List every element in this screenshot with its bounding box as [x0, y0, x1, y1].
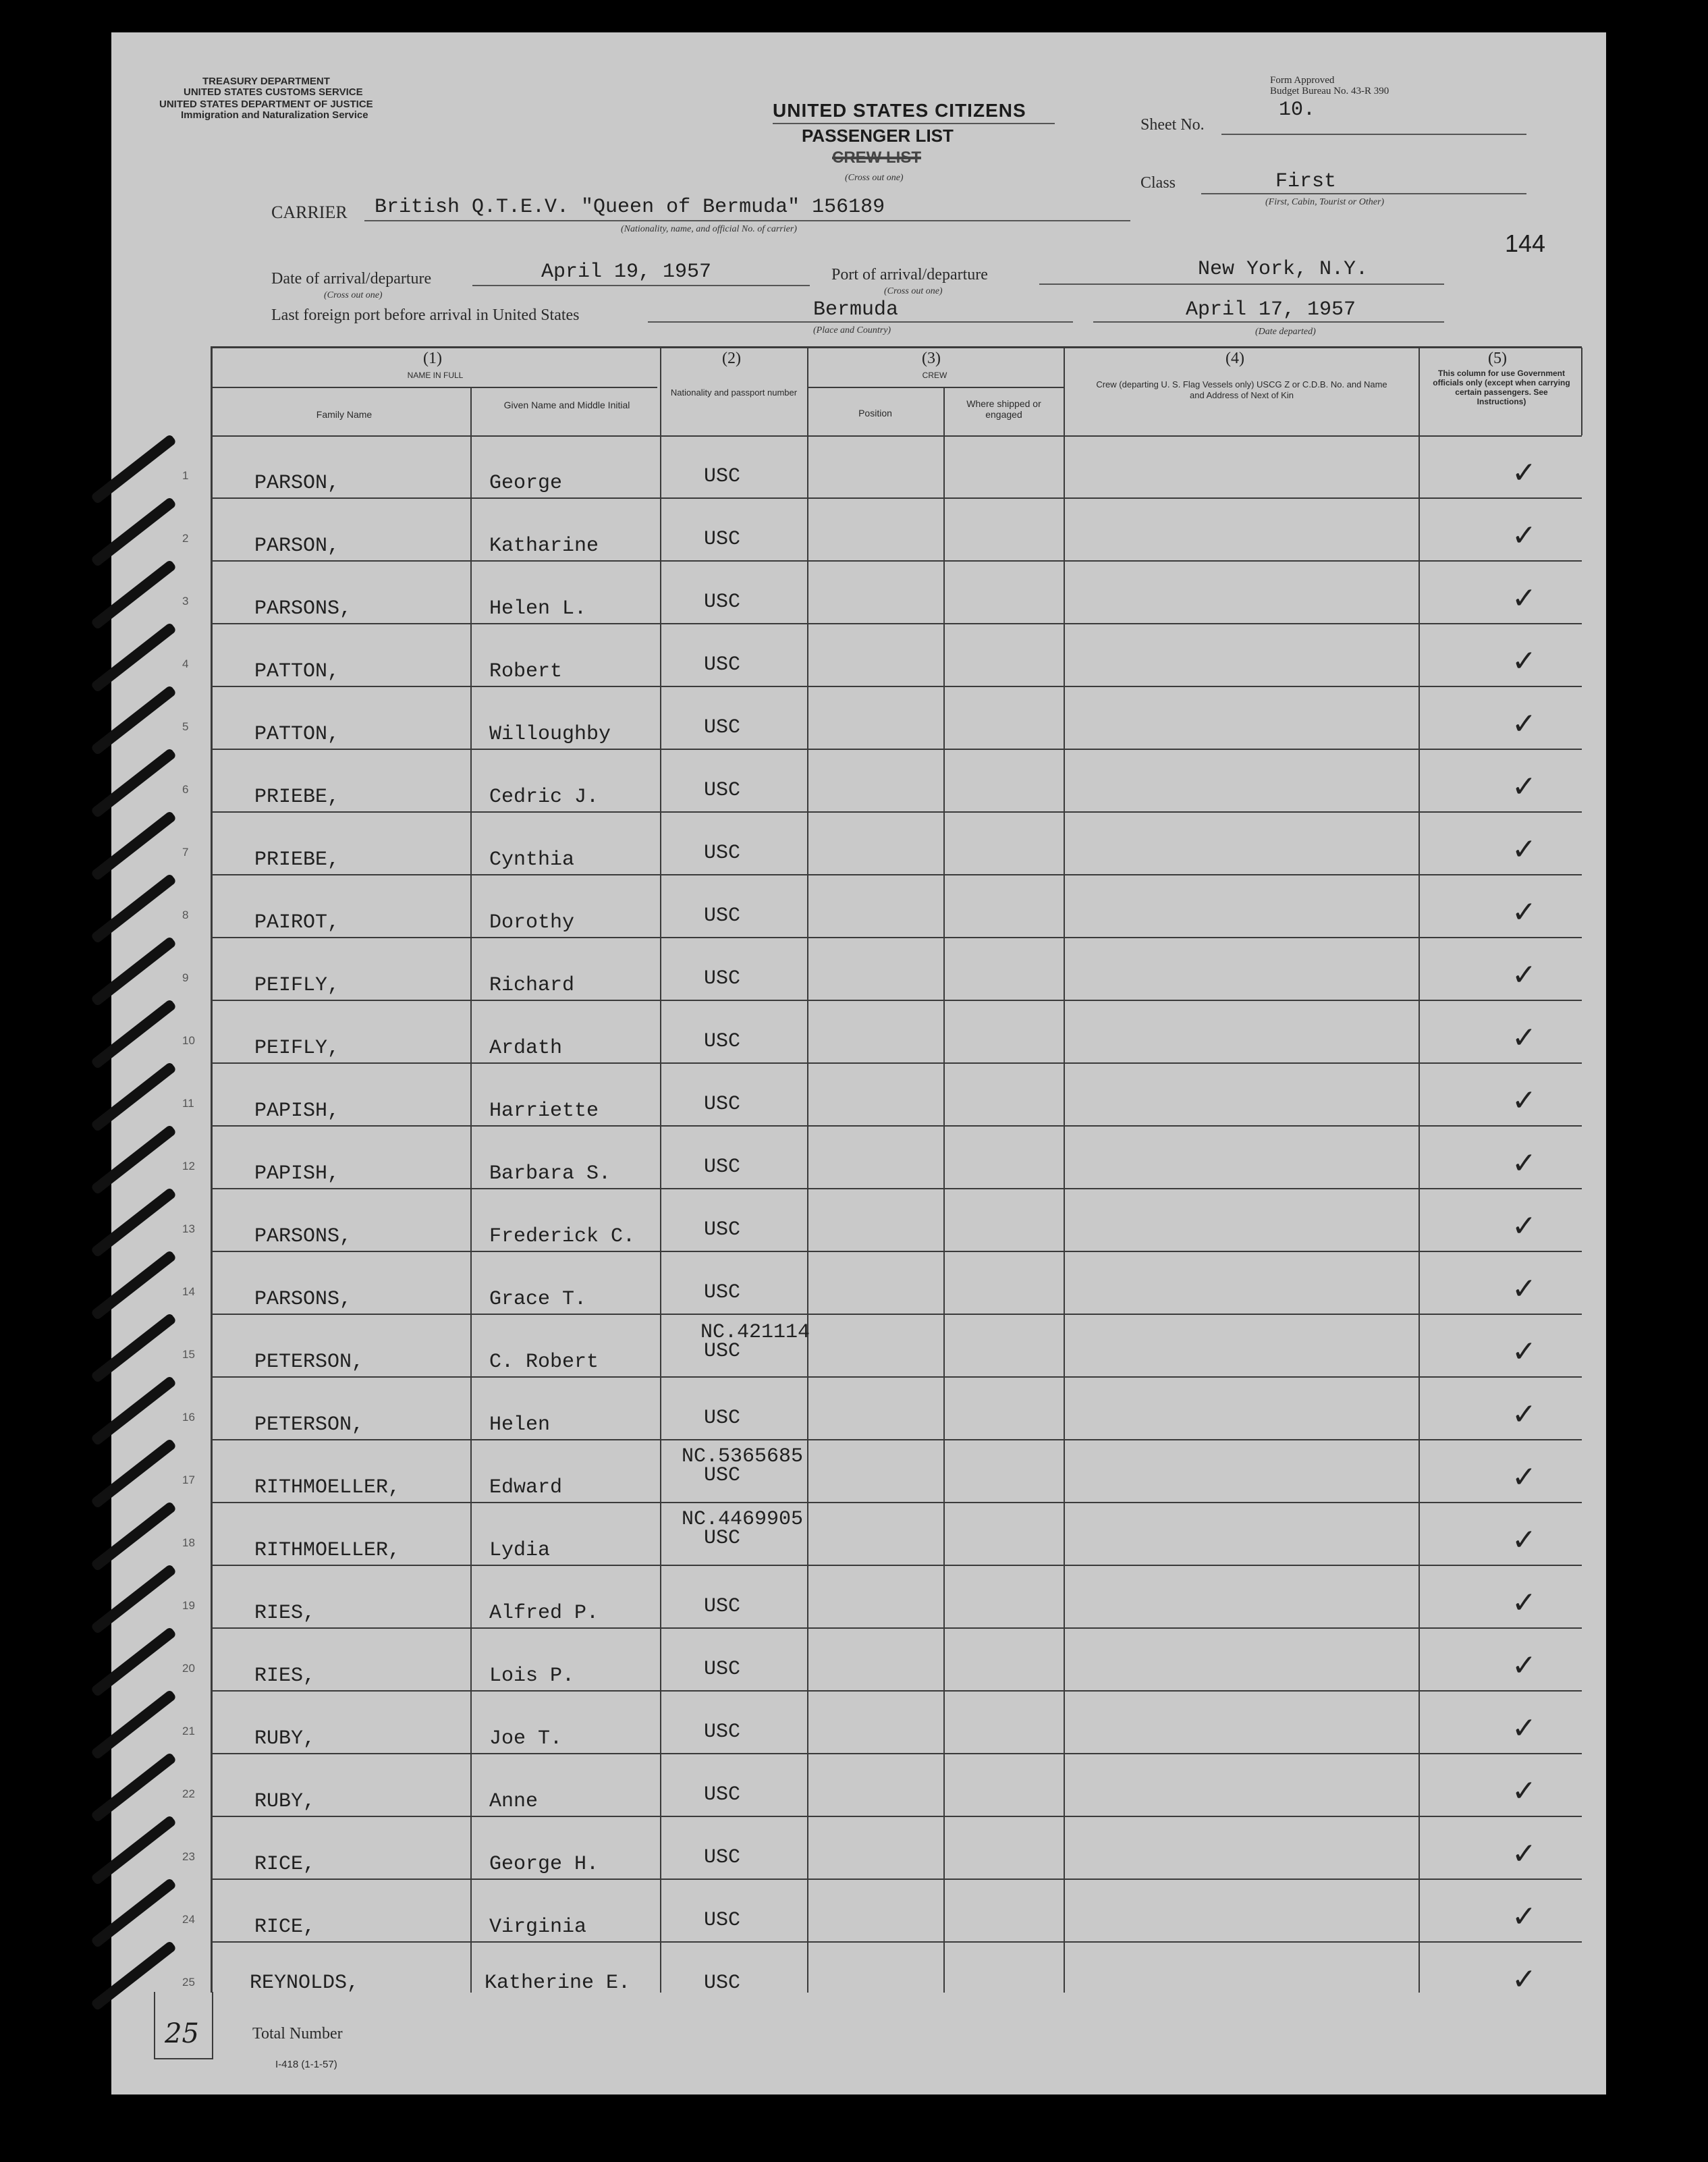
date-note: (Cross out one): [324, 290, 383, 300]
check-mark-icon: ✓: [1512, 1209, 1537, 1243]
given-name: Katharine: [489, 535, 599, 558]
col-4-title: Crew (departing U. S. Flag Vessels only) USCG Z or C.D.B. No. and Name and Address of Next of Kin: [1096, 379, 1387, 400]
row-number: 14: [182, 1285, 195, 1298]
col-4-number: (4): [1225, 350, 1244, 367]
nationality: USC: [704, 1846, 741, 1869]
given-name: Anne: [489, 1790, 539, 1813]
passport-number: NC.5365685: [682, 1445, 804, 1468]
last-port-line: [648, 321, 1073, 323]
title-line-2: PASSENGER LIST: [802, 126, 954, 146]
row-number: 12: [182, 1160, 195, 1172]
nationality: USC: [704, 716, 741, 739]
col-5-title: This column for use Government officials only (except when carrying certain passengers. See Instructions): [1433, 369, 1570, 406]
table-row: [0, 561, 1708, 624]
nationality: USC: [704, 591, 741, 614]
table-row: [0, 1314, 1708, 1377]
family-name: PARSONS,: [254, 1288, 352, 1311]
sheet-no-line: [1221, 134, 1526, 135]
nationality: USC: [704, 1909, 741, 1932]
check-mark-icon: ✓: [1512, 1648, 1537, 1683]
family-name: PEIFLY,: [254, 974, 340, 997]
clerk-tally-mark: [90, 1376, 177, 1447]
given-name: Frederick C.: [489, 1225, 636, 1248]
departed-value: April 17, 1957: [1186, 298, 1356, 321]
nationality: USC: [704, 1721, 741, 1744]
family-name: RUBY,: [254, 1727, 316, 1750]
form-number: I-418 (1-1-57): [275, 2059, 337, 2070]
date-of-arrival-value: April 19, 1957: [541, 261, 712, 283]
col-1-number: (1): [423, 350, 442, 367]
row-number: 7: [182, 846, 189, 859]
check-mark-icon: ✓: [1512, 456, 1537, 490]
col-3-where: Where shipped or engaged: [966, 398, 1041, 420]
given-name: Joe T.: [489, 1727, 563, 1750]
family-name: PEIFLY,: [254, 1037, 340, 1060]
class-label: Class: [1140, 174, 1176, 192]
nationality: USC: [704, 1972, 741, 1995]
class-value: First: [1275, 170, 1337, 193]
class-note: (First, Cabin, Tourist or Other): [1265, 197, 1385, 207]
total-label: Total Number: [252, 2025, 343, 2043]
check-mark-icon: ✓: [1512, 769, 1537, 804]
clerk-tally-mark: [90, 936, 177, 1007]
last-port-note: (Place and Country): [813, 325, 891, 335]
family-name: RICE,: [254, 1853, 316, 1876]
departed-line: [1093, 321, 1444, 323]
table-row: [0, 1000, 1708, 1063]
table-row: [0, 624, 1708, 686]
agency-line-4: Immigration and Naturalization Service: [181, 109, 368, 121]
title-line-3-crossed: CREW LIST: [832, 148, 921, 167]
col-1-family: Family Name: [316, 409, 373, 420]
row-number: 25: [182, 1976, 195, 1989]
nationality: USC: [704, 1783, 741, 1806]
nationality: USC: [704, 1156, 741, 1179]
col-1-given: Given Name and Middle Initial: [503, 400, 630, 410]
given-name: Edward: [489, 1476, 563, 1499]
nationality: USC: [704, 465, 741, 488]
clerk-tally-mark: [90, 873, 177, 944]
nationality: USC: [704, 779, 741, 802]
check-mark-icon: ✓: [1512, 1774, 1537, 1808]
row-number: 20: [182, 1662, 195, 1675]
check-mark-icon: ✓: [1512, 1711, 1537, 1746]
clerk-tally-mark: [90, 811, 177, 882]
clerk-tally-mark: [90, 1313, 177, 1384]
row-number: 15: [182, 1348, 195, 1361]
clerk-tally-mark: [90, 1062, 177, 1133]
table-row: [0, 1126, 1708, 1189]
check-mark-icon: ✓: [1512, 1899, 1537, 1934]
check-mark-icon: ✓: [1512, 1523, 1537, 1557]
col-2-title: Nationality and passport number: [670, 387, 798, 398]
family-name: PAIROT,: [254, 911, 340, 934]
table-row: [0, 1189, 1708, 1251]
agency-line-2: UNITED STATES CUSTOMS SERVICE: [184, 86, 363, 98]
given-name: Katherine E.: [485, 1972, 631, 1995]
table-row: [0, 1503, 1708, 1565]
check-mark-icon: ✓: [1512, 1586, 1537, 1620]
given-name: Ardath: [489, 1037, 563, 1060]
title-line-1: UNITED STATES CITIZENS: [773, 100, 1026, 121]
given-name: Grace T.: [489, 1288, 587, 1311]
table-row: [0, 938, 1708, 1000]
given-name: Alfred P.: [489, 1602, 599, 1625]
name-subheader-rule: [211, 387, 657, 388]
check-mark-icon: ✓: [1512, 707, 1537, 741]
check-mark-icon: ✓: [1512, 895, 1537, 929]
given-name: Richard: [489, 974, 575, 997]
table-row: [0, 498, 1708, 561]
row-number: 2: [182, 532, 189, 545]
check-mark-icon: ✓: [1512, 581, 1537, 616]
family-name: PETERSON,: [254, 1413, 364, 1436]
nationality: USC: [704, 1407, 741, 1430]
clerk-tally-mark: [90, 1501, 177, 1572]
nationality: USC: [704, 1340, 741, 1363]
check-mark-icon: ✓: [1512, 1837, 1537, 1871]
last-port-value: Bermuda: [813, 298, 899, 321]
sheet-no-label: Sheet No.: [1140, 116, 1205, 134]
given-name: Helen L.: [489, 597, 587, 620]
family-name: RITHMOELLER,: [254, 1539, 401, 1562]
clerk-tally-mark: [90, 1125, 177, 1195]
given-name: Dorothy: [489, 911, 575, 934]
family-name: PETERSON,: [254, 1351, 364, 1374]
given-name: Harriette: [489, 1100, 599, 1123]
table-row: [0, 1440, 1708, 1503]
port-label: Port of arrival/departure: [831, 266, 988, 283]
clerk-tally-mark: [90, 1752, 177, 1823]
family-name: PARSONS,: [254, 1225, 352, 1248]
check-mark-icon: ✓: [1512, 958, 1537, 992]
carrier-note: (Nationality, name, and official No. of carrier): [621, 224, 797, 234]
row-number: 1: [182, 469, 189, 482]
row-number: 6: [182, 783, 189, 796]
family-name: PARSONS,: [254, 597, 352, 620]
family-name: RIES,: [254, 1665, 316, 1687]
family-name: PARSON,: [254, 472, 340, 495]
col-3-position: Position: [858, 408, 892, 418]
check-mark-icon: ✓: [1512, 1021, 1537, 1055]
check-mark-icon: ✓: [1512, 1397, 1537, 1432]
table-row: [0, 1691, 1708, 1754]
col-line-right: [1581, 348, 1582, 435]
nationality: USC: [704, 1527, 741, 1550]
col-3-title: CREW: [922, 371, 947, 380]
clerk-tally-mark: [90, 497, 177, 568]
row-number: 11: [182, 1097, 194, 1110]
family-name: RICE,: [254, 1916, 316, 1939]
given-name: Cedric J.: [489, 786, 599, 809]
row-number: 19: [182, 1599, 195, 1612]
nationality: USC: [704, 967, 741, 990]
agency-line-1: TREASURY DEPARTMENT: [202, 76, 330, 87]
nationality: USC: [704, 1595, 741, 1618]
given-name: Robert: [489, 660, 563, 683]
given-name: Lois P.: [489, 1665, 575, 1687]
row-number: 8: [182, 909, 189, 921]
clerk-tally-mark: [90, 748, 177, 819]
clerk-tally-mark: [90, 560, 177, 630]
check-mark-icon: ✓: [1512, 832, 1537, 867]
given-name: Willoughby: [489, 723, 611, 746]
nationality: USC: [704, 904, 741, 927]
nationality: USC: [704, 1658, 741, 1681]
clerk-tally-mark: [90, 685, 177, 756]
family-name: PATTON,: [254, 660, 340, 683]
port-note: (Cross out one): [884, 286, 943, 296]
nationality: USC: [704, 528, 741, 551]
table-row: [0, 1816, 1708, 1879]
check-mark-icon: ✓: [1512, 1460, 1537, 1494]
date-of-arrival-label: Date of arrival/departure: [271, 270, 432, 288]
carrier-line: [364, 220, 1130, 221]
table-row: [0, 1251, 1708, 1314]
port-line: [1039, 283, 1444, 285]
given-name: Cynthia: [489, 848, 575, 871]
sheet-no-value: 10.: [1279, 99, 1316, 121]
family-name: PAPISH,: [254, 1100, 340, 1123]
clerk-tally-mark: [90, 434, 177, 505]
check-mark-icon: ✓: [1512, 518, 1537, 553]
clerk-tally-mark: [90, 1438, 177, 1509]
row-number: 22: [182, 1787, 195, 1800]
given-name: Helen: [489, 1413, 551, 1436]
family-name: RIES,: [254, 1602, 316, 1625]
crew-subheader-rule: [807, 387, 1064, 388]
clerk-tally-mark: [90, 1815, 177, 1886]
table-row: [0, 875, 1708, 938]
given-name: Lydia: [489, 1539, 551, 1562]
row-number: 10: [182, 1034, 195, 1047]
row-number: 17: [182, 1474, 195, 1486]
check-mark-icon: ✓: [1512, 1272, 1537, 1306]
table-row: [0, 1942, 1708, 2005]
check-mark-icon: ✓: [1512, 644, 1537, 678]
departed-note: (Date departed): [1255, 327, 1316, 337]
table-row: [0, 749, 1708, 812]
table-row: [0, 812, 1708, 875]
col-1-title: NAME IN FULL: [407, 371, 464, 380]
row-number: 16: [182, 1411, 195, 1424]
table-row: [0, 1879, 1708, 1942]
clerk-tally-mark: [90, 622, 177, 693]
table-row: [0, 1754, 1708, 1816]
carrier-value: British Q.T.E.V. "Queen of Bermuda" 156189: [375, 196, 885, 219]
family-name: PARSON,: [254, 535, 340, 558]
given-name: George H.: [489, 1853, 599, 1876]
nationality: USC: [704, 1218, 741, 1241]
passport-number: NC.4469905: [682, 1508, 804, 1531]
family-name: PATTON,: [254, 723, 340, 746]
nationality: USC: [704, 1281, 741, 1304]
row-number: 4: [182, 657, 189, 670]
row-number: 13: [182, 1222, 195, 1235]
row-number: 21: [182, 1725, 195, 1737]
table-row: [0, 1565, 1708, 1628]
table-row: [0, 1377, 1708, 1440]
family-name: REYNOLDS,: [250, 1972, 360, 1995]
agency-line-3: UNITED STATES DEPARTMENT OF JUSTICE: [159, 99, 373, 110]
check-mark-icon: ✓: [1512, 1146, 1537, 1181]
clerk-tally-mark: [90, 1690, 177, 1760]
table-row: [0, 1063, 1708, 1126]
row-number: 18: [182, 1536, 195, 1549]
nationality: USC: [704, 1464, 741, 1487]
row-number: 24: [182, 1913, 195, 1926]
col-5-number: (5): [1488, 350, 1507, 367]
carrier-label: CARRIER: [271, 202, 348, 222]
total-value: 25: [165, 2018, 199, 2049]
clerk-tally-mark: [90, 999, 177, 1070]
family-name: RUBY,: [254, 1790, 316, 1813]
table-row: [0, 435, 1708, 498]
clerk-tally-mark: [90, 1878, 177, 1949]
budget-bureau: Budget Bureau No. 43-R 390: [1270, 86, 1389, 97]
clerk-tally-mark: [90, 1564, 177, 1635]
clerk-tally-mark: [90, 1627, 177, 1698]
form-approved: Form Approved: [1270, 75, 1335, 86]
col-3-number: (3): [922, 350, 941, 367]
check-mark-icon: ✓: [1512, 1334, 1537, 1369]
nationality: USC: [704, 1093, 741, 1116]
passport-number: NC.421114: [700, 1321, 810, 1344]
nationality: USC: [704, 653, 741, 676]
clerk-tally-mark: [90, 1187, 177, 1258]
table-row: [0, 686, 1708, 749]
row-number: 23: [182, 1850, 195, 1863]
family-name: RITHMOELLER,: [254, 1476, 401, 1499]
col-2-number: (2): [722, 350, 741, 367]
title-note: (Cross out one): [845, 173, 904, 183]
given-name: C. Robert: [489, 1351, 599, 1374]
row-number: 9: [182, 971, 189, 984]
family-name: PRIEBE,: [254, 786, 340, 809]
nationality: USC: [704, 842, 741, 865]
family-name: PAPISH,: [254, 1162, 340, 1185]
row-number: 5: [182, 720, 189, 733]
class-line: [1201, 193, 1526, 194]
nationality: USC: [704, 1030, 741, 1053]
table-top-rule: [211, 346, 1582, 348]
last-port-label: Last foreign port before arrival in United States: [271, 306, 580, 324]
check-mark-icon: ✓: [1512, 1962, 1537, 1997]
page-number: 144: [1505, 229, 1546, 257]
row-number: 3: [182, 595, 189, 607]
port-value: New York, N.Y.: [1198, 258, 1369, 281]
check-mark-icon: ✓: [1512, 1083, 1537, 1118]
given-name: Barbara S.: [489, 1162, 611, 1185]
table-row: [0, 1628, 1708, 1691]
family-name: PRIEBE,: [254, 848, 340, 871]
date-line: [472, 285, 810, 286]
title-underline: [773, 123, 1055, 124]
clerk-tally-mark: [90, 1250, 177, 1321]
given-name: George: [489, 472, 563, 495]
given-name: Virginia: [489, 1916, 587, 1939]
